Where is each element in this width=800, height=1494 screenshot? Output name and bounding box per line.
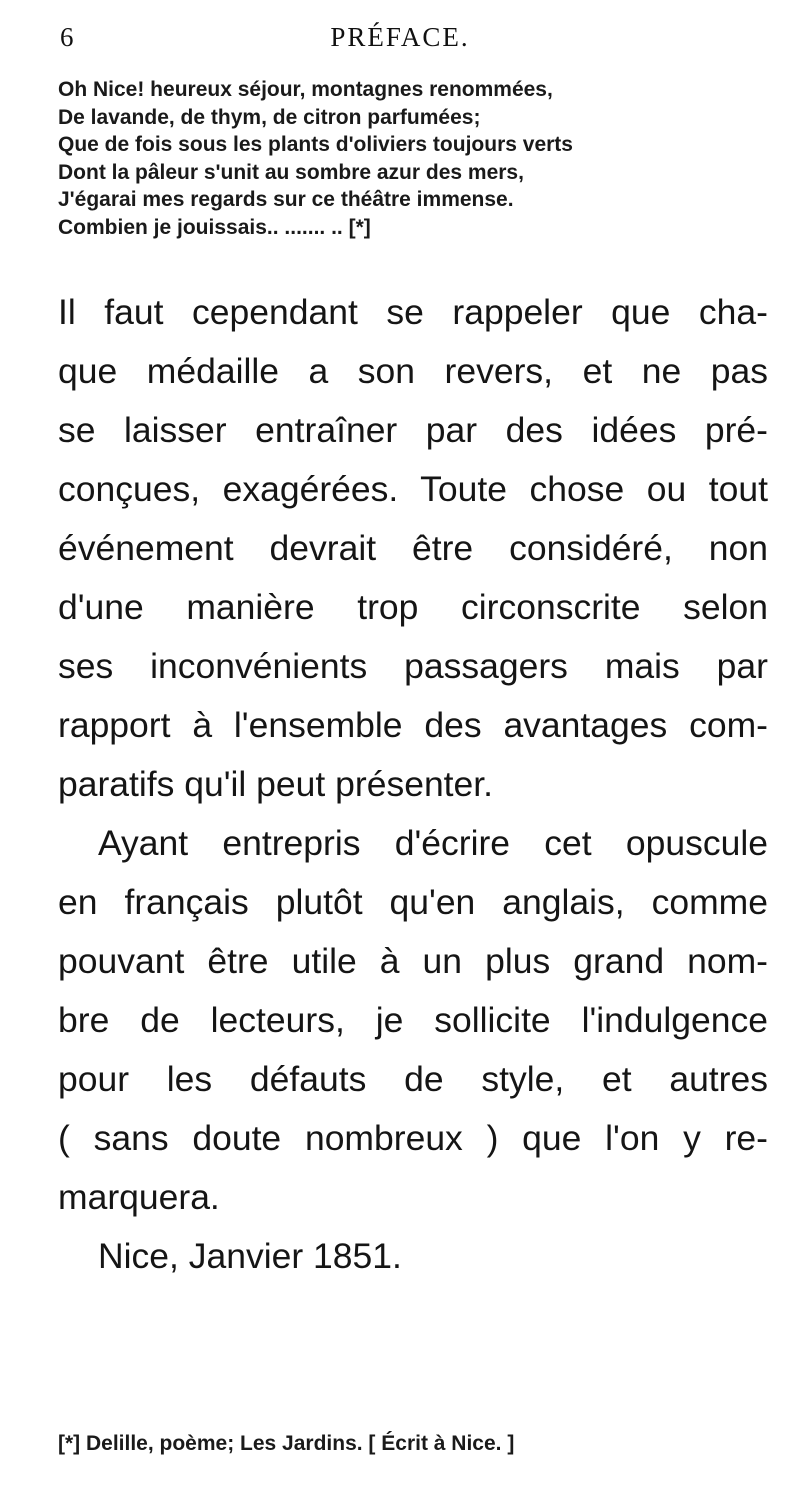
body-line: événement devrait être considéré, non xyxy=(58,528,768,568)
running-title: PRÉFACE. xyxy=(330,22,470,52)
body-line: en français plutôt qu'en anglais, comme xyxy=(58,882,768,922)
footnote: [*] Delille, poème; Les Jardins. [ Écrit à Nice. ] xyxy=(58,1432,515,1455)
body-line: ( sans doute nombreux ) que l'on y re- xyxy=(58,1118,768,1158)
body-line: paratifs qu'il peut présenter. xyxy=(58,764,494,804)
page-header xyxy=(48,22,752,56)
body-line: pouvant être utile à un plus grand nom- xyxy=(58,941,768,981)
signature-line: Nice, Janvier 1851. xyxy=(98,1236,402,1276)
body-line: Il faut cependant se rappeler que cha- xyxy=(58,292,768,332)
poem-line: Combien je jouissais.. ....... .. [*] xyxy=(58,215,371,239)
page-number: 6 xyxy=(60,22,76,52)
body-line: marquera. xyxy=(58,1177,220,1217)
poem-quotation xyxy=(58,76,758,241)
body-line: que médaille a son revers, et ne pas xyxy=(58,351,768,391)
body-line: se laisser entraîner par des idées pré- xyxy=(58,410,768,450)
body-line: ses inconvénients passagers mais par xyxy=(58,646,768,686)
body-line: d'une manière trop circonscrite selon xyxy=(58,587,768,627)
poem-line: Dont la pâleur s'unit au sombre azur des mers, xyxy=(58,160,524,184)
poem-line: Oh Nice! heureux séjour, montagnes renommées, xyxy=(58,78,553,101)
body-line: pour les défauts de style, et autres xyxy=(58,1059,768,1099)
body-line: Ayant entrepris d'écrire cet opuscule xyxy=(98,823,768,863)
body-line: bre de lecteurs, je sollicite l'indulgence xyxy=(58,1000,768,1040)
poem-line: De lavande, de thym, de citron parfumées; xyxy=(58,105,481,129)
poem-line: J'égarai mes regards sur ce théâtre immense. xyxy=(58,188,514,211)
body-text xyxy=(58,283,768,1286)
body-line: rapport à l'ensemble des avantages com- xyxy=(58,705,768,745)
body-line: conçues, exagérées. Toute chose ou tout xyxy=(58,469,768,509)
poem-line: Que de fois sous les plants d'oliviers toujours verts xyxy=(58,133,573,156)
